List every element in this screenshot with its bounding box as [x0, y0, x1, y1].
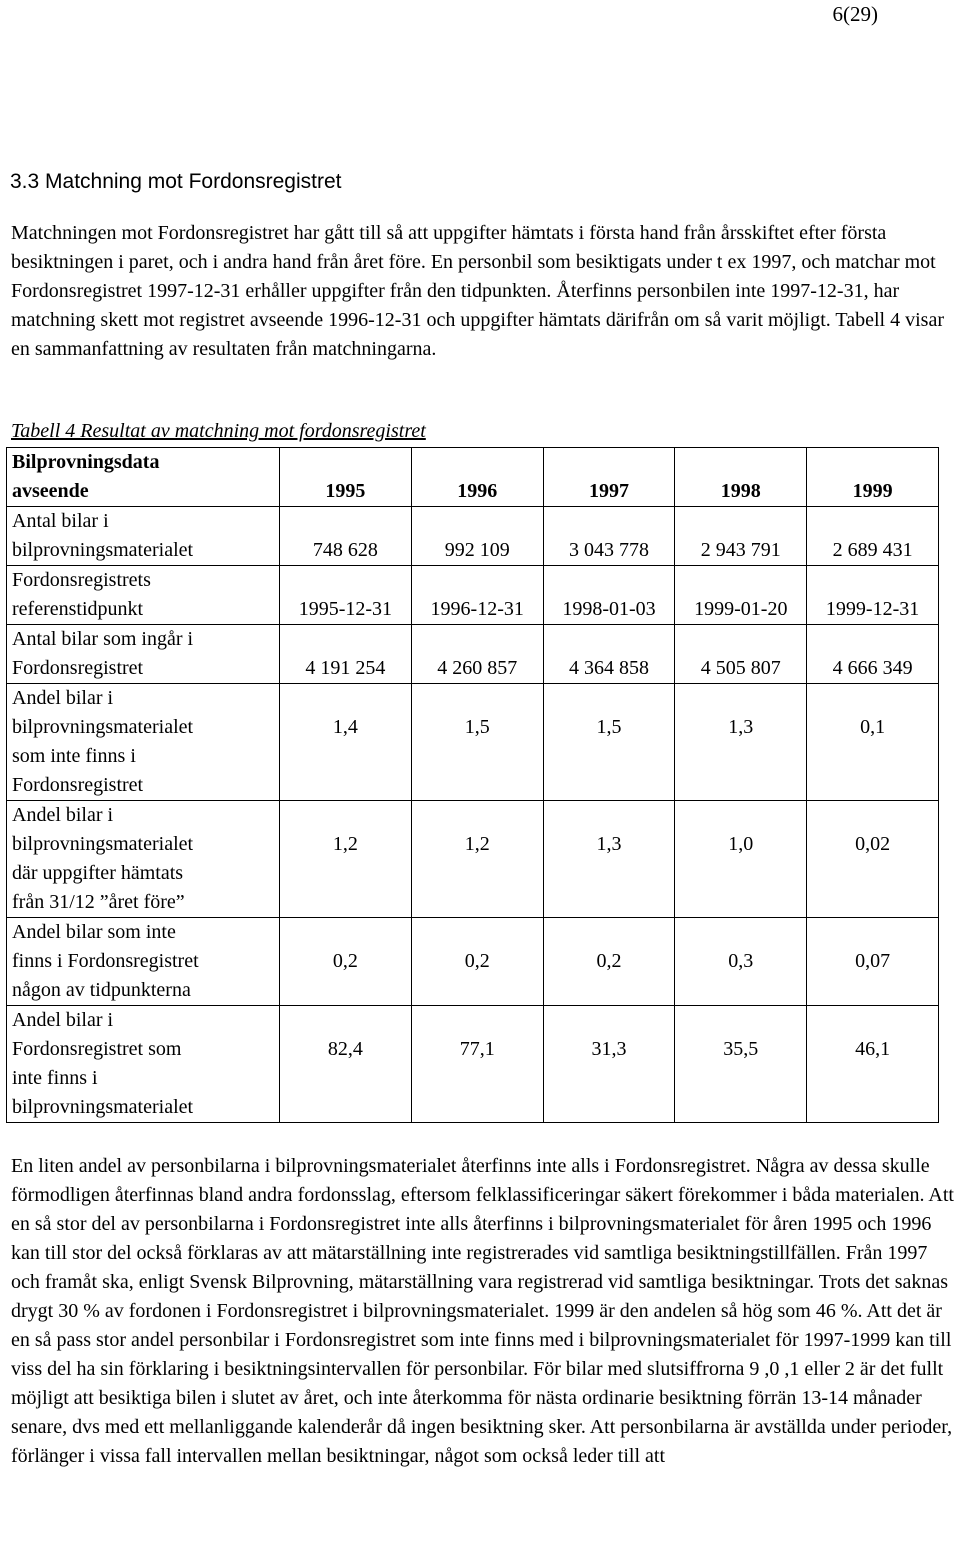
- row-label: [7, 918, 280, 1006]
- row-label-line: bilprovningsmaterialet: [12, 539, 194, 561]
- cell-value: 0,1: [807, 684, 939, 801]
- row-label-line: som inte finns i: [12, 745, 136, 767]
- row-label: [7, 801, 280, 918]
- page-number: 6(29): [832, 2, 878, 26]
- table-row: [7, 801, 939, 918]
- table-header-label: [7, 448, 280, 507]
- row-label-line: inte finns i: [12, 1067, 98, 1089]
- cell-value: 1,3: [675, 684, 807, 801]
- row-label-line: Fordonsregistrets: [12, 569, 151, 591]
- row-label-line: bilprovningsmaterialet: [12, 1096, 194, 1118]
- cell-value: 1,2: [280, 801, 412, 918]
- cell-value: 748 628: [280, 507, 412, 566]
- row-label-line: från 31/12 ”året före”: [12, 891, 185, 913]
- row-label-line: Andel bilar som inte: [12, 921, 176, 943]
- table-row: [7, 918, 939, 1006]
- row-label: [7, 684, 280, 801]
- cell-value: 4 666 349: [807, 625, 939, 684]
- table-body: [7, 507, 939, 1123]
- row-label: [7, 566, 280, 625]
- table-caption: Tabell 4 Resultat av matchning mot fordonsregistret: [11, 420, 426, 442]
- row-label-line: Fordonsregistret: [12, 774, 144, 796]
- cell-value: 0,2: [543, 918, 675, 1006]
- year-header: 1999: [807, 448, 939, 507]
- table-row: [7, 1006, 939, 1123]
- row-label: [7, 625, 280, 684]
- year-header: 1997: [543, 448, 675, 507]
- row-label: [7, 507, 280, 566]
- row-label-line: Fordonsregistret: [12, 657, 144, 679]
- table-row: [7, 566, 939, 625]
- cell-value: 1995-12-31: [280, 566, 412, 625]
- year-header: 1995: [280, 448, 412, 507]
- cell-value: 1999-01-20: [675, 566, 807, 625]
- row-label: [7, 1006, 280, 1123]
- cell-value: 0,02: [807, 801, 939, 918]
- row-label-line: Andel bilar i: [12, 1009, 114, 1031]
- cell-value: 2 943 791: [675, 507, 807, 566]
- cell-value: 82,4: [280, 1006, 412, 1123]
- cell-value: 0,3: [675, 918, 807, 1006]
- cell-value: 0,07: [807, 918, 939, 1006]
- results-table: [6, 447, 939, 1123]
- row-label-line: bilprovningsmaterialet: [12, 716, 194, 738]
- row-label-line: Andel bilar i: [12, 687, 114, 709]
- cell-value: 1,3: [543, 801, 675, 918]
- table-header-row: [7, 448, 939, 507]
- cell-value: 3 043 778: [543, 507, 675, 566]
- cell-value: 46,1: [807, 1006, 939, 1123]
- row-label-line: finns i Fordonsregistret: [12, 950, 199, 972]
- cell-value: 4 505 807: [675, 625, 807, 684]
- cell-value: 2 689 431: [807, 507, 939, 566]
- table-row: [7, 625, 939, 684]
- cell-value: 1,4: [280, 684, 412, 801]
- cell-value: 1,0: [675, 801, 807, 918]
- header-label-line: Bilprovningsdata: [12, 451, 160, 473]
- cell-value: 1998-01-03: [543, 566, 675, 625]
- row-label-line: Antal bilar i: [12, 510, 109, 532]
- cell-value: 992 109: [411, 507, 543, 566]
- row-label-line: bilprovningsmaterialet: [12, 833, 194, 855]
- row-label-line: referenstidpunkt: [12, 598, 144, 620]
- row-label-line: Andel bilar i: [12, 804, 114, 826]
- cell-value: 1,5: [543, 684, 675, 801]
- table-row: [7, 684, 939, 801]
- row-label-line: Fordonsregistret som: [12, 1038, 182, 1060]
- cell-value: 4 191 254: [280, 625, 412, 684]
- cell-value: 35,5: [675, 1006, 807, 1123]
- cell-value: 1999-12-31: [807, 566, 939, 625]
- cell-value: 31,3: [543, 1006, 675, 1123]
- cell-value: 1,2: [411, 801, 543, 918]
- section-heading: 3.3 Matchning mot Fordonsregistret: [10, 170, 342, 193]
- body-paragraph: En liten andel av personbilarna i bilprovningsmaterialet återfinns inte alls i Fordonsregistret. Några av dessa skulle förmodligen återfinnas bland andra fordonsslag, eftersom felklassificeringar säkert förekommer i båda materialen. Att en så stor del av personbilarna i Fordonsregistret inte alls återfinns i bilprovningsmaterialet för åren 1995 och 1996 kan till stor del också förklaras av att mätarställning inte registrerades vid samtliga besiktningstillfällen. Från 1997 och framåt ska, enligt Svensk Bilprovning, mätarställning vara registrerad vid samtliga besiktningar. Trots det saknas drygt 30 % av fordonen i Fordonsregistret i bilprovningsmaterialet. 1999 är den andelen så hög som 46 %. Att det är en så pass stor andel personbilar i Fordonsregistret som inte finns med i bilprovningsmaterialet för 1997-1999 kan till viss del ha sin förklaring i besiktningsintervallen för personbilar. För bilar med slutsiffrorna 9 ,0 ,1 eller 2 är det fullt möjligt att besiktiga bilen i slutet av året, och inte återkomma för nästa ordinarie besiktning förrän 13-14 månader senare, dvs med ett mellanliggande kalenderår då ingen besiktning sker. Att personbilarna är avställda under perioder, förlänger i vissa fall intervallen mellan besiktningar, något som också leder till att: [11, 1155, 954, 1467]
- cell-value: 77,1: [411, 1006, 543, 1123]
- table-row: [7, 507, 939, 566]
- cell-value: 1996-12-31: [411, 566, 543, 625]
- cell-value: 0,2: [280, 918, 412, 1006]
- row-label-line: Antal bilar som ingår i: [12, 628, 194, 650]
- intro-paragraph: Matchningen mot Fordonsregistret har gått till så att uppgifter hämtats i första hand från årsskiftet efter första besiktningen i paret, och i andra hand från året före. En personbil som besiktigats under t ex 1997, och matchar mot Fordonsregistret 1997-12-31 erhåller uppgifter från den tidpunkten. Återfinns personbilen inte 1997-12-31, har matchning skett mot registret avseende 1996-12-31 och uppgifter hämtats därifrån om så varit möjligt. Tabell 4 visar en sammanfattning av resultaten från matchningarna.: [11, 222, 944, 360]
- cell-value: 4 260 857: [411, 625, 543, 684]
- cell-value: 1,5: [411, 684, 543, 801]
- year-header: 1998: [675, 448, 807, 507]
- header-label-line: avseende: [12, 480, 89, 502]
- year-header: 1996: [411, 448, 543, 507]
- row-label-line: där uppgifter hämtats: [12, 862, 184, 884]
- cell-value: 0,2: [411, 918, 543, 1006]
- cell-value: 4 364 858: [543, 625, 675, 684]
- row-label-line: någon av tidpunkterna: [12, 979, 191, 1001]
